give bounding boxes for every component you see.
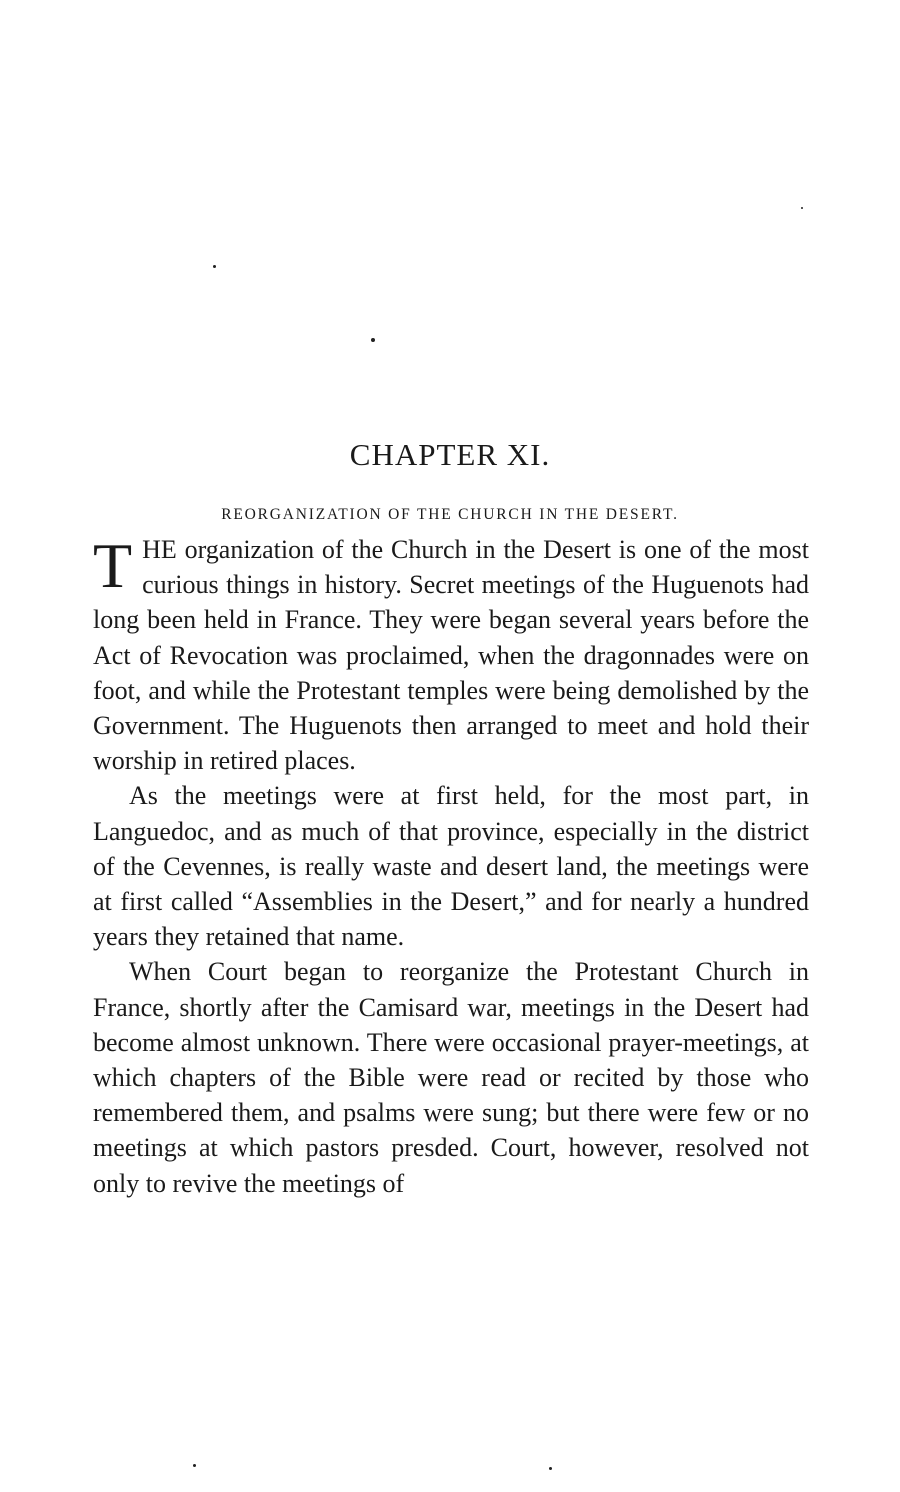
paragraph-3: When Court began to reorganize the Protestant Church in France, shortly after the Camisard war, meetings in the Desert had become almost unknown. There were occasional prayer-meetings, at which chapters of the Bible were read or recited by those who remembered them, and psalms were sung; but there were few or no meetings at which pastors presded. Court, however, resolved not only to revive the meetings of	[93, 957, 809, 1198]
chapter-subtitle: REORGANIZATION OF THE CHURCH IN THE DESERT.	[221, 506, 679, 523]
chapter-body	[93, 532, 809, 1201]
scan-speck	[213, 265, 216, 268]
paragraph-2: As the meetings were at first held, for the most part, in Languedoc, and as much of that province, especially in the district of the Cevennes, is really waste and desert land, the meetings were at first called “Assemblies in the Desert,” and for nearly a hundred years they retained that name.	[93, 781, 809, 952]
drop-cap: T	[93, 530, 133, 601]
scan-speck	[193, 1464, 196, 1467]
chapter-title: CHAPTER XI.	[349, 437, 551, 472]
paragraph-1-text: HE organization of the Church in the Desert is one of the most curious things in history. Secret meetings of the Huguenots had long been held in France. They were began several years before the Act of Revocation was proclaimed, when the dragonnades were on foot, and while the Protestant temples were being demolished by the Government. The Huguenots then arranged to meet and hold their worship in retired places.	[93, 535, 809, 776]
paragraph-1	[93, 532, 809, 778]
scan-speck	[801, 207, 803, 209]
scan-speck	[371, 338, 375, 342]
scan-speck	[549, 1467, 552, 1470]
